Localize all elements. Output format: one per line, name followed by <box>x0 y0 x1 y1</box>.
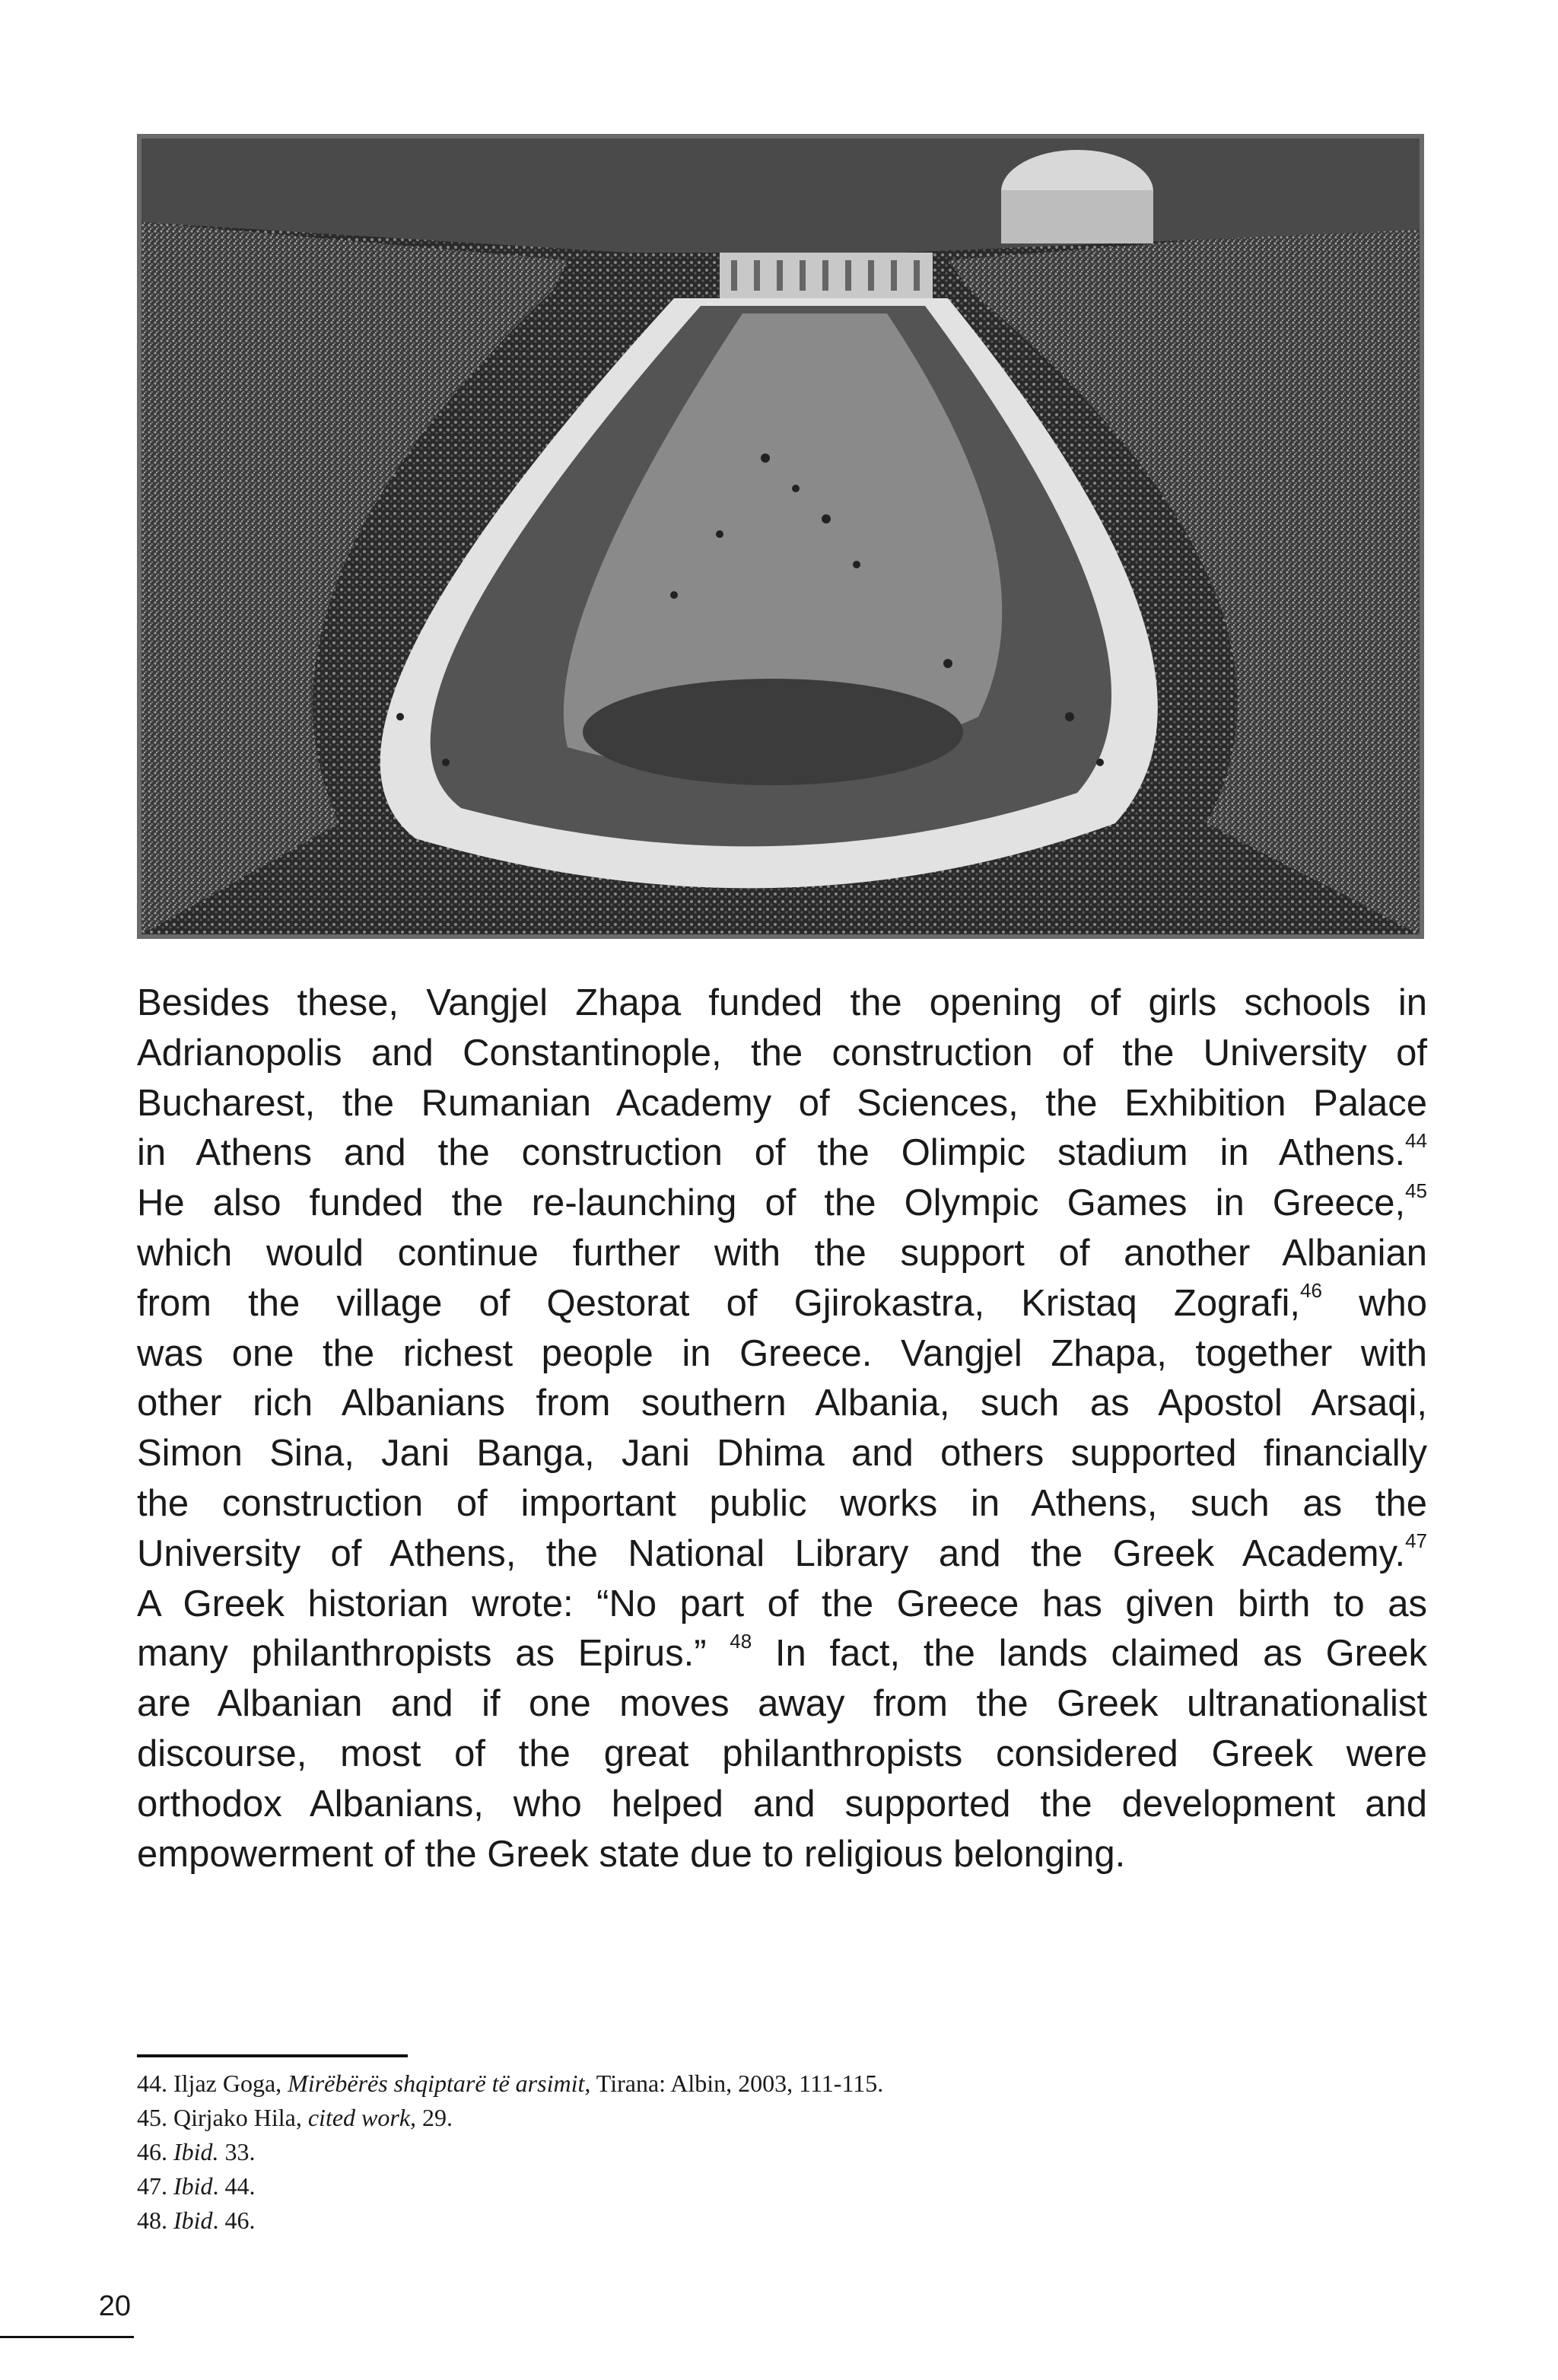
line-text: in Athens and the construction of the Olimpic stadium in Athens. <box>137 1132 1406 1174</box>
line-text: which would continue further with the support of another Albanian <box>137 1232 1427 1274</box>
paragraph-line <box>137 1329 1427 1379</box>
footnote-post: . 44. <box>212 2172 256 2200</box>
paragraph-line <box>137 1429 1427 1479</box>
footnote-marker[interactable]: 44 <box>1405 1129 1427 1153</box>
paragraph-line <box>137 1229 1427 1279</box>
line-text-after: who <box>1321 1282 1427 1324</box>
paragraph-line <box>137 1079 1427 1129</box>
body-paragraph <box>137 978 1427 1879</box>
page-number-rule <box>0 2336 134 2338</box>
paragraph-line <box>137 1029 1427 1079</box>
footnote-ital: Ibid <box>173 2172 213 2200</box>
footnote-marker[interactable]: 48 <box>730 1630 752 1653</box>
line-text: empowerment of the Greek state due to religious belonging. <box>137 1833 1126 1875</box>
line-text: A Greek historian wrote: “No part of the Greece has given birth to as <box>137 1583 1427 1624</box>
paragraph-line <box>137 1128 1427 1179</box>
footnote-ital: Ibid <box>173 2207 213 2234</box>
footnote-marker[interactable]: 46 <box>1300 1279 1322 1303</box>
paragraph-line <box>137 1529 1427 1580</box>
paragraph-line <box>137 1179 1427 1229</box>
footnote-item <box>137 2101 1354 2135</box>
line-text: He also funded the re-launching of the Olympic Games in Greece, <box>137 1182 1406 1224</box>
line-text: Adrianopolis and Constantinople, the construction of the University of <box>137 1032 1427 1074</box>
line-text: from the village of Qestorat of Gjirokastra, Kristaq Zografi, <box>137 1282 1301 1324</box>
footnote-marker[interactable]: 45 <box>1405 1179 1427 1202</box>
line-text: discourse, most of the great philanthropists considered Greek were <box>137 1732 1427 1774</box>
stadium-photo <box>137 134 1424 939</box>
footnote-post: 33. <box>218 2138 256 2165</box>
paragraph-line <box>137 978 1427 1029</box>
line-text: orthodox Albanians, who helped and supported the development and <box>137 1783 1427 1825</box>
stadium-photo-drawing <box>141 138 1420 934</box>
paragraph-line <box>137 1279 1427 1329</box>
line-text-after: In fact, the lands claimed as Greek <box>752 1633 1428 1675</box>
paragraph-line <box>137 1830 1427 1880</box>
line-text: many philanthropists as Epirus.” <box>137 1633 730 1675</box>
footnote-item <box>137 2169 1354 2203</box>
line-text: the construction of important public works in Athens, such as the <box>137 1482 1427 1524</box>
line-text: Simon Sina, Jani Banga, Jani Dhima and others supported financially <box>137 1433 1427 1475</box>
paragraph-line <box>137 1780 1427 1830</box>
line-text: was one the richest people in Greece. Vangjel Zhapa, together with <box>137 1332 1427 1374</box>
line-text: Besides these, Vangjel Zhapa funded the opening of girls schools in <box>137 982 1427 1023</box>
footnote-num: 45. <box>137 2104 173 2131</box>
footnote-post: 29. <box>416 2104 453 2131</box>
paragraph-line <box>137 1679 1427 1729</box>
footnote-num: 46. <box>137 2138 173 2165</box>
footnotes <box>137 2067 1354 2238</box>
footnote-ital: Ibid. <box>173 2138 219 2165</box>
line-text: are Albanian and if one moves away from the Greek ultranationalist <box>137 1683 1427 1725</box>
footnote-pre: Iljaz Goga, <box>173 2070 288 2097</box>
page-number: 20 <box>98 2290 131 2322</box>
footnote-num: 48. <box>137 2207 173 2234</box>
line-text: Bucharest, the Rumanian Academy of Sciences, the Exhibition Palace <box>137 1082 1427 1124</box>
footnote-item <box>137 2135 1354 2169</box>
footnote-post: . 46. <box>212 2207 256 2234</box>
footnote-num: 47. <box>137 2172 173 2200</box>
footnote-marker[interactable]: 47 <box>1405 1529 1427 1553</box>
footnote-ital: Mirëbërës shqiptarë të arsimit, <box>288 2070 591 2097</box>
footnote-divider <box>137 2054 408 2057</box>
footnote-pre: Qirjako Hila, <box>173 2104 308 2131</box>
paragraph-line <box>137 1729 1427 1780</box>
footnote-post: Tirana: Albin, 2003, 111-115. <box>590 2070 884 2097</box>
footnote-num: 44. <box>137 2070 173 2097</box>
footnote-item <box>137 2203 1354 2238</box>
paragraph-line <box>137 1580 1427 1630</box>
paragraph-line <box>137 1629 1427 1679</box>
paragraph-line <box>137 1379 1427 1429</box>
line-text: University of Athens, the National Library and the Greek Academy. <box>137 1532 1406 1574</box>
paragraph-line <box>137 1479 1427 1529</box>
line-text: other rich Albanians from southern Albania, such as Apostol Arsaqi, <box>137 1382 1427 1424</box>
footnote-item <box>137 2067 1354 2101</box>
footnote-ital: cited work, <box>307 2104 417 2131</box>
